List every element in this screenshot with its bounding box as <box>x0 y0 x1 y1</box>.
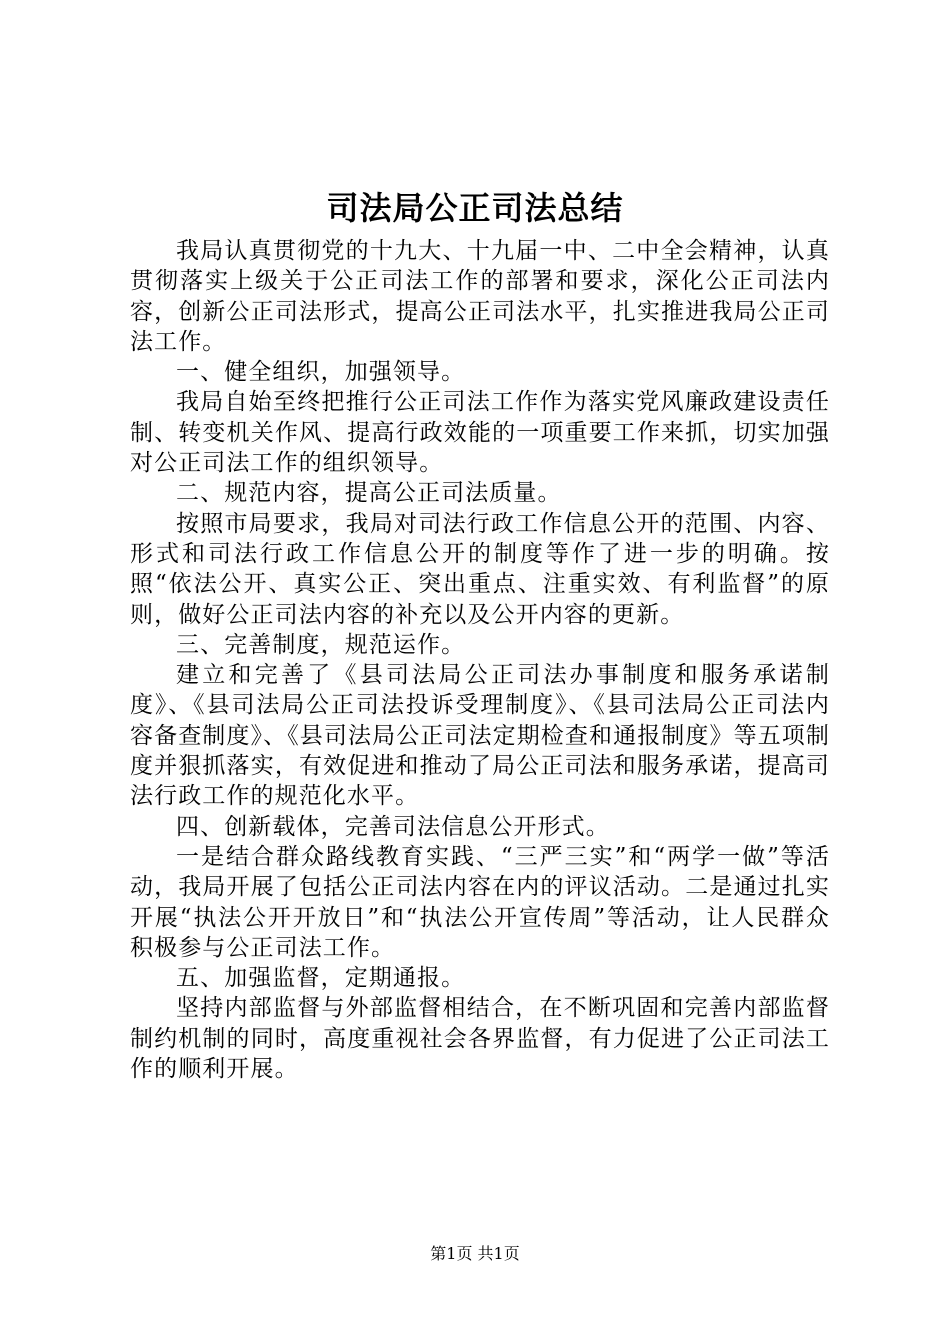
section-heading-4: 四、创新载体，完善司法信息公开形式。 <box>176 813 610 840</box>
section-heading-1: 一、健全组织，加强领导。 <box>176 359 466 386</box>
paragraph-1: 我局自始至终把推行公正司法工作作为落实党风廉政建设责任制、转变机关作风、提高行政效能的一项重要工作来抓，切实加强对公正司法工作的组织领导。 <box>130 389 830 477</box>
paragraph-4: 一是结合群众路线教育实践、“三严三实”和“两学一做”等活动，我局开展了包括公正司法内容在内的评议活动。二是通过扎实开展“执法公开开放日”和“执法公开宣传周”等活动，让人民群众积极参与公正司法工作。 <box>130 843 830 961</box>
document-title: 司法局公正司法总结 <box>326 189 624 227</box>
paragraph-2: 按照市局要求，我局对司法行政工作信息公开的范围、内容、形式和司法行政工作信息公开的制度等作了进一步的明确。按照“依法公开、真实公正、突出重点、注重实效、有利监督”的原则，做好公正司法内容的补充以及公开内容的更新。 <box>130 510 830 628</box>
paragraph-3: 建立和完善了《县司法局公正司法办事制度和服务承诺制度》、《县司法局公正司法投诉受理制度》、《县司法局公正司法内容备查制度》、《县司法局公正司法定期检查和通报制度》等五项制度并狠抓落实，有效促进和推动了局公正司法和服务承诺，提高司法行政工作的规范化水平。 <box>130 662 830 810</box>
document-body <box>130 236 830 1084</box>
paragraph-5: 坚持内部监督与外部监督相结合，在不断巩固和完善内部监督制约机制的同时，高度重视社会各界监督，有力促进了公正司法工作的顺利开展。 <box>130 995 830 1083</box>
page-footer: 第1页 共1页 <box>430 1244 520 1263</box>
section-heading-2: 二、规范内容，提高公正司法质量。 <box>176 480 562 507</box>
paragraph-intro: 我局认真贯彻党的十九大、十九届一中、二中全会精神，认真贯彻落实上级关于公正司法工作的部署和要求，深化公正司法内容，创新公正司法形式，提高公正司法水平，扎实推进我局公正司法工作。 <box>130 238 830 355</box>
section-heading-5: 五、加强监督，定期通报。 <box>176 965 466 992</box>
section-heading-3: 三、完善制度，规范运作。 <box>176 631 466 658</box>
